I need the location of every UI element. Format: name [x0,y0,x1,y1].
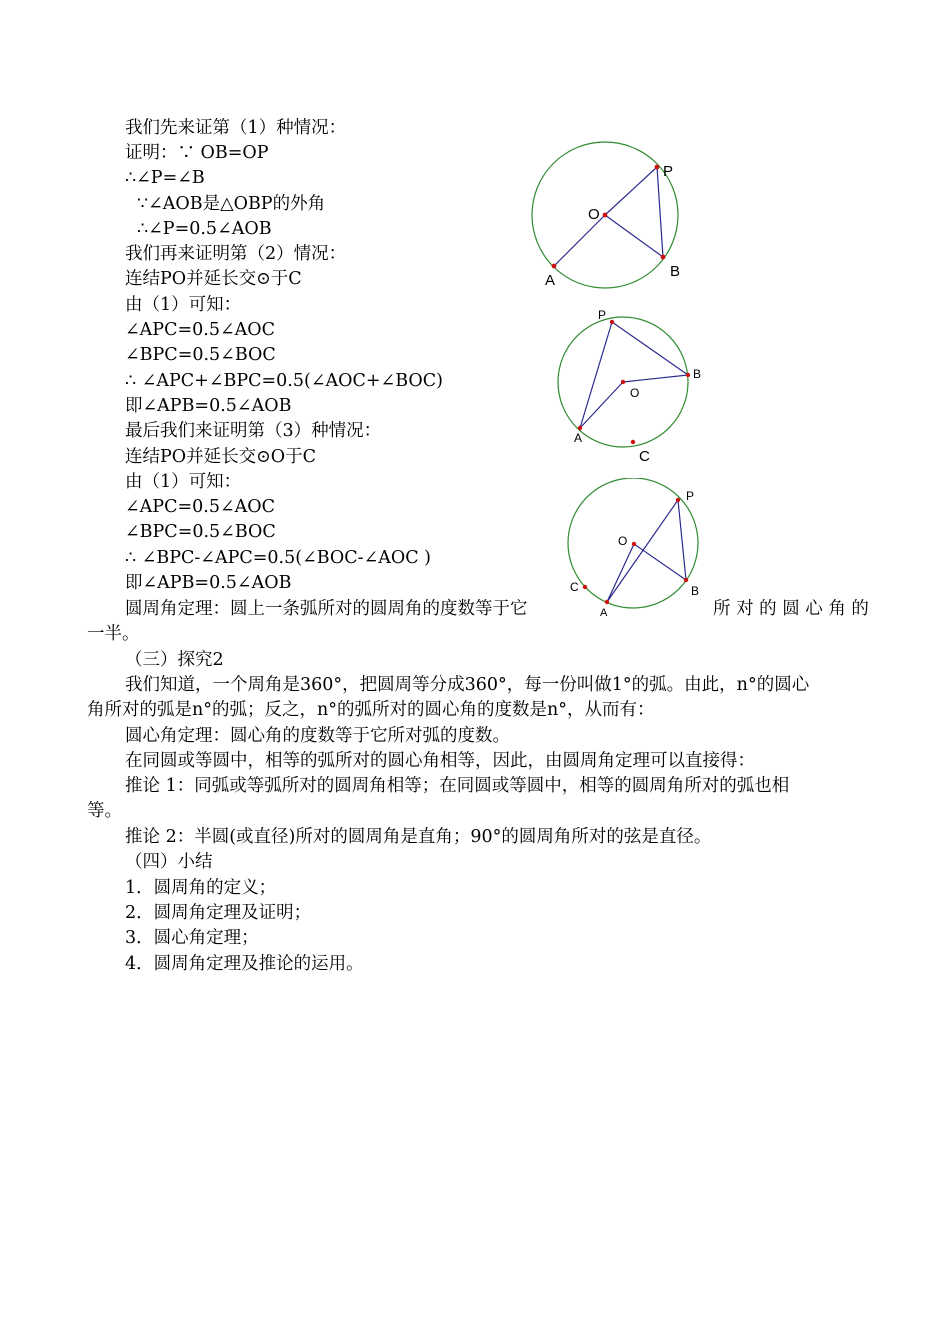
segment-pa [580,322,612,428]
label-p: P [686,489,695,503]
case2-line: ∴ ∠APC+∠BPC=0.5(∠AOC+∠BOC) [125,371,443,391]
case3-intro: 最后我们来证明第（3）种情况： [125,421,382,441]
paragraph-line: 角所对的弧是n°的弧；反之，n°的弧所对的圆心角的度数是n°，从而有： [87,700,655,720]
segment-ob [634,544,686,580]
paragraph-line: 我们知道，一个周角是360°，把圆周等分成360°，每一份叫做1°的弧。由此，n°的圆心 [125,675,810,695]
label-a: A [545,272,556,289]
point-a [605,600,609,604]
point-c [631,440,635,444]
label-c: C [639,448,650,465]
segment-ob [623,375,688,382]
point-p [610,320,614,324]
segment-pb [612,322,688,375]
label-c: C [570,580,579,594]
theorem-text: 圆周角定理：圆上一条弧所对的圆周角的度数等于它 [125,599,528,619]
point-b [684,578,688,582]
case2-intro: 我们再来证明第（2）情况： [125,244,347,264]
case1-line: ∴∠P=∠B [125,168,205,188]
case1-line: ∴∠P=0.5∠AOB [137,219,272,239]
case1-intro: 我们先来证第（1）种情况： [125,118,347,138]
section-heading: （三）探究2 [125,650,224,670]
label-a: A [600,607,608,619]
figure-3-diagram [560,478,710,623]
case1-line: ∵∠AOB是△OBP的外角 [137,194,326,214]
case3-line: 连结PO并延长交⊙O于C [125,447,317,467]
segment-pb [678,500,686,580]
case1-line: 证明：∵ OB=OP [125,143,269,163]
point-o [632,542,636,546]
point-a [578,426,582,430]
case2-line: 即∠APB=0.5∠AOB [125,396,292,416]
segment-ao [607,544,634,602]
theorem-text: 所 对 的 圆 心 角 的 [713,599,869,619]
case2-line: ∠APC=0.5∠AOC [125,320,275,340]
segment-pb [657,167,663,257]
label-b: B [693,367,702,381]
case3-line: ∴ ∠BPC-∠APC=0.5(∠BOC-∠AOC ) [125,548,432,568]
point-b [661,255,666,260]
label-a: A [574,431,583,445]
case3-line: 即∠APB=0.5∠AOB [125,573,292,593]
summary-item: 3．圆心角定理； [125,928,259,948]
corollary-1: 等。 [87,801,122,821]
point-a [552,264,557,269]
central-angle-theorem: 圆心角定理：圆心角的度数等于它所对弧的度数。 [125,726,510,746]
theorem-text: 一半。 [87,624,140,644]
segment-op [605,167,657,215]
point-o [621,380,625,384]
point-c [583,585,587,589]
label-p: P [663,163,674,180]
case2-line: 连结PO并延长交⊙于C [125,269,302,289]
summary-item: 2．圆周角定理及证明； [125,903,312,923]
section-heading: （四）小结 [125,852,213,872]
case2-line: ∠BPC=0.5∠BOC [125,345,276,365]
case3-line: ∠BPC=0.5∠BOC [125,522,276,542]
figure-1-diagram [520,140,700,290]
label-o: O [588,206,600,223]
label-o: O [630,386,640,400]
case2-line: 由（1）可知： [125,295,242,315]
label-o: O [618,534,628,548]
label-b: B [670,263,681,280]
label-p: P [598,308,607,322]
segment-ob [605,215,663,257]
point-p [676,498,680,502]
point-b [686,373,690,377]
summary-item: 1．圆周角的定义； [125,878,277,898]
corollary-1: 推论 1：同弧或等弧所对的圆周角相等；在同圆或等圆中，相等的圆周角所对的弧也相 [125,776,790,796]
figure-2-diagram [550,305,710,465]
case3-line: ∠APC=0.5∠AOC [125,497,275,517]
segment-ap [607,500,678,602]
label-b: B [691,584,700,598]
point-p [655,165,660,170]
paragraph-line: 在同圆或等圆中，相等的弧所对的圆心角相等，因此，由圆周角定理可以直接得： [125,751,755,771]
case3-line: 由（1）可知： [125,472,242,492]
point-o [603,213,608,218]
summary-item: 4．圆周角定理及推论的运用。 [125,954,364,974]
corollary-2: 推论 2：半圆(或直径)所对的圆周角是直角；90°的圆周角所对的弦是直径。 [125,827,712,847]
